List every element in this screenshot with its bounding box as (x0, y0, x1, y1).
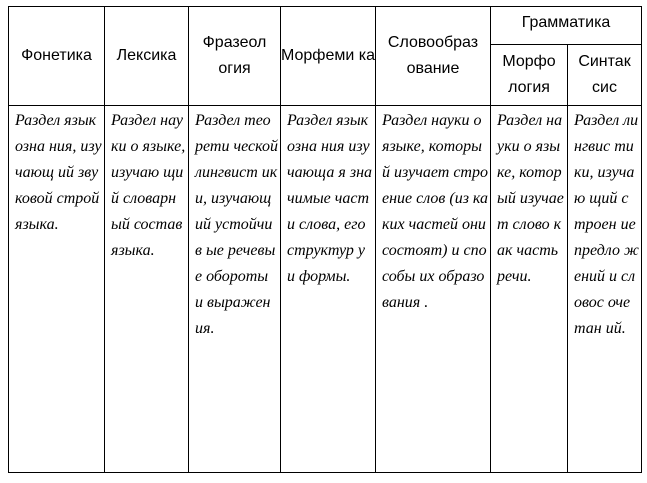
definition-leksika: Раздел науки о языке, изучаю щий словарн ый состав языка. (105, 106, 189, 473)
header-leksika: Лексика (105, 7, 189, 106)
header-morfemika: Морфеми ка (281, 7, 376, 106)
header-frazeologiya: Фразеол огия (189, 7, 281, 106)
definition-morfemika: Раздел языкозна ния изучающа я значимые части слова, его структур у и формы. (281, 106, 376, 473)
header-fonetika: Фонетика (9, 7, 105, 106)
header-slovoobrazovanie: Словообраз ование (376, 7, 491, 106)
header-sintaksis: Синтак сис (568, 45, 642, 106)
definitions-row (9, 106, 642, 473)
header-morfologiya: Морфо логия (491, 45, 568, 106)
definition-morfologiya: Раздел науки о языке, котор ый изучае т слово как часть речи. (491, 106, 568, 473)
definition-frazeologiya: Раздел теорети ческой лингвист ики, изучающ ий устойчив ые речевые обороты и выражен ия. (189, 106, 281, 473)
linguistics-sections-table (8, 6, 642, 473)
definition-sintaksis: Раздел лингвис тики, изучаю щий строен ие предло жений и словос очетан ий. (568, 106, 642, 473)
definition-fonetika: Раздел языкозна ния, изучающ ий звуковой строй языка. (9, 106, 105, 473)
header-row-top (9, 7, 642, 45)
header-grammatika: Грамматика (491, 7, 642, 45)
definition-slovoobrazovanie: Раздел науки о языке, который изучает строение слов (из каких частей они состоят) и способы их образования . (376, 106, 491, 473)
